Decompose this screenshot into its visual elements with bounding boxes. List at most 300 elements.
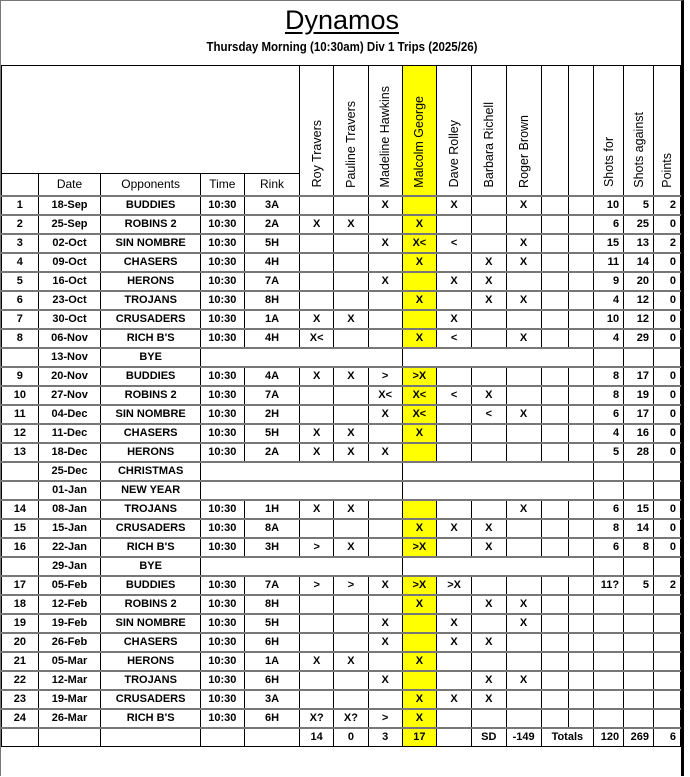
shots-for-cell[interactable]: 4 [594, 329, 624, 348]
shots-against-cell[interactable] [624, 690, 654, 709]
rink-cell[interactable]: 3A [244, 690, 300, 709]
player-cell[interactable] [541, 690, 569, 709]
player-cell[interactable]: X [437, 196, 472, 215]
player-cell[interactable]: X [506, 196, 541, 215]
player-cell[interactable] [541, 500, 569, 519]
player-cell[interactable] [334, 405, 369, 424]
date-cell[interactable]: 26-Mar [38, 709, 101, 728]
player-cell[interactable] [541, 633, 569, 652]
player-cell[interactable] [471, 652, 506, 671]
row-number-cell[interactable]: 21 [2, 652, 39, 671]
rink-cell[interactable]: 8H [244, 291, 300, 310]
player-cell[interactable] [541, 234, 569, 253]
player-cell[interactable] [541, 671, 569, 690]
player-cell[interactable]: X [471, 671, 506, 690]
player-cell[interactable] [541, 291, 569, 310]
player-cell[interactable] [569, 595, 594, 614]
date-header[interactable]: Date [38, 174, 101, 196]
player-cell[interactable] [569, 386, 594, 405]
player-cell[interactable]: X [437, 272, 472, 291]
player-cell[interactable] [541, 405, 569, 424]
date-cell[interactable]: 04-Dec [38, 405, 101, 424]
player-cell[interactable]: X [471, 538, 506, 557]
rink-cell[interactable]: 7A [244, 272, 300, 291]
player-cell[interactable] [569, 253, 594, 272]
player-cell-highlighted[interactable]: X< [402, 405, 437, 424]
opponent-cell[interactable]: NEW YEAR [101, 481, 201, 500]
row-number-cell[interactable]: 8 [2, 329, 39, 348]
player-cell[interactable] [541, 595, 569, 614]
player-cell[interactable] [569, 291, 594, 310]
player-cell-highlighted[interactable] [402, 671, 437, 690]
player-cell[interactable] [437, 652, 472, 671]
player-cell-highlighted[interactable]: >X [402, 538, 437, 557]
player-header-highlighted[interactable]: Malcolm George [402, 66, 437, 196]
shots-against-cell[interactable] [624, 709, 654, 728]
player-cell[interactable] [471, 443, 506, 462]
shots-against-cell[interactable]: 28 [624, 443, 654, 462]
date-cell[interactable]: 06-Nov [38, 329, 101, 348]
shots-against-cell[interactable]: 14 [624, 519, 654, 538]
opponent-cell[interactable]: CRUSADERS [101, 310, 201, 329]
points-cell[interactable] [654, 348, 681, 367]
player-cell[interactable]: X [368, 196, 402, 215]
player-cell[interactable] [569, 234, 594, 253]
bye-blank-cell[interactable] [200, 557, 402, 576]
date-cell[interactable]: 30-Oct [38, 310, 101, 329]
date-cell[interactable]: 18-Dec [38, 443, 101, 462]
shots-for-header[interactable]: Shots for [594, 66, 624, 196]
opponent-cell[interactable]: CHASERS [101, 424, 201, 443]
row-number-cell[interactable]: 22 [2, 671, 39, 690]
date-cell[interactable]: 23-Oct [38, 291, 101, 310]
player-cell[interactable]: X [334, 310, 369, 329]
player-header[interactable]: Pauline Travers [334, 66, 369, 196]
rink-cell[interactable]: 4H [244, 329, 300, 348]
player-cell[interactable]: X [471, 633, 506, 652]
rink-cell[interactable]: 1A [244, 310, 300, 329]
player-cell[interactable] [541, 310, 569, 329]
date-cell[interactable]: 19-Mar [38, 690, 101, 709]
player-cell[interactable] [541, 538, 569, 557]
player-cell[interactable]: < [437, 234, 472, 253]
player-cell-highlighted[interactable]: X [402, 329, 437, 348]
date-cell[interactable]: 05-Feb [38, 576, 101, 595]
time-cell[interactable]: 10:30 [200, 196, 244, 215]
player-cell-highlighted[interactable]: X [402, 595, 437, 614]
player-cell[interactable] [334, 690, 369, 709]
player-cell-highlighted[interactable]: X [402, 215, 437, 234]
points-cell[interactable]: 0 [654, 500, 681, 519]
shots-for-cell[interactable]: 8 [594, 386, 624, 405]
player-cell[interactable] [437, 500, 472, 519]
time-cell[interactable]: 10:30 [200, 386, 244, 405]
player-cell[interactable] [437, 443, 472, 462]
player-cell[interactable]: X [471, 595, 506, 614]
player-cell[interactable]: X [368, 671, 402, 690]
player-cell[interactable]: X [437, 690, 472, 709]
player-cell[interactable] [569, 614, 594, 633]
shots-for-cell[interactable]: 4 [594, 424, 624, 443]
player-cell[interactable] [541, 386, 569, 405]
rink-cell[interactable]: 6H [244, 633, 300, 652]
player-cell[interactable] [368, 538, 402, 557]
date-cell[interactable]: 18-Sep [38, 196, 101, 215]
time-cell[interactable]: 10:30 [200, 272, 244, 291]
player-cell[interactable]: X [506, 595, 541, 614]
rink-header[interactable]: Rink [244, 174, 300, 196]
player-cell[interactable]: X? [334, 709, 369, 728]
shots-for-cell[interactable] [594, 595, 624, 614]
player-cell[interactable] [437, 424, 472, 443]
shots-for-cell[interactable] [594, 481, 624, 500]
player-cell-highlighted[interactable]: X [402, 291, 437, 310]
player-cell[interactable]: X [506, 500, 541, 519]
player-cell[interactable] [569, 196, 594, 215]
player-cell[interactable] [471, 329, 506, 348]
row-number-cell[interactable]: 20 [2, 633, 39, 652]
points-cell[interactable] [654, 652, 681, 671]
player-cell[interactable] [471, 196, 506, 215]
player-cell[interactable]: X [471, 519, 506, 538]
opponent-cell[interactable]: RICH B'S [101, 538, 201, 557]
row-number-cell[interactable]: 7 [2, 310, 39, 329]
time-cell[interactable]: 10:30 [200, 234, 244, 253]
time-cell[interactable]: 10:30 [200, 633, 244, 652]
player-cell[interactable] [368, 253, 402, 272]
points-cell[interactable]: 0 [654, 386, 681, 405]
player-cell[interactable]: X [437, 614, 472, 633]
player-cell[interactable] [300, 671, 334, 690]
time-cell[interactable]: 10:30 [200, 519, 244, 538]
player-cell[interactable] [471, 500, 506, 519]
player-cell[interactable] [541, 709, 569, 728]
player-cell[interactable]: X [368, 234, 402, 253]
time-cell[interactable]: 10:30 [200, 538, 244, 557]
player-cell-highlighted[interactable] [402, 614, 437, 633]
row-number-cell[interactable] [2, 462, 39, 481]
time-cell[interactable]: 10:30 [200, 253, 244, 272]
row-number-cell[interactable]: 5 [2, 272, 39, 291]
opponent-cell[interactable]: ROBINS 2 [101, 386, 201, 405]
rink-cell[interactable]: 3H [244, 538, 300, 557]
player-cell[interactable]: X [368, 633, 402, 652]
opponent-cell[interactable]: TROJANS [101, 500, 201, 519]
shots-against-cell[interactable]: 5 [624, 576, 654, 595]
player-cell[interactable] [300, 633, 334, 652]
date-cell[interactable]: 11-Dec [38, 424, 101, 443]
rink-cell[interactable]: 3A [244, 196, 300, 215]
shots-for-cell[interactable]: 15 [594, 234, 624, 253]
points-header[interactable]: Points [654, 66, 681, 196]
player-cell[interactable]: > [334, 576, 369, 595]
player-cell[interactable] [569, 329, 594, 348]
player-cell[interactable] [471, 576, 506, 595]
player-cell[interactable] [506, 709, 541, 728]
opponent-cell[interactable]: SIN NOMBRE [101, 614, 201, 633]
time-cell[interactable]: 10:30 [200, 671, 244, 690]
row-number-cell[interactable]: 19 [2, 614, 39, 633]
rink-cell[interactable]: 7A [244, 386, 300, 405]
player-cell[interactable]: X [300, 367, 334, 386]
player-header[interactable]: Madeline Hawkins [368, 66, 402, 196]
player-cell[interactable]: X [368, 272, 402, 291]
rink-cell[interactable]: 2H [244, 405, 300, 424]
player-cell[interactable] [541, 215, 569, 234]
shots-against-cell[interactable]: 20 [624, 272, 654, 291]
rink-cell[interactable]: 5H [244, 234, 300, 253]
opponent-cell[interactable]: HERONS [101, 272, 201, 291]
shots-for-cell[interactable]: 5 [594, 443, 624, 462]
player-cell[interactable] [437, 671, 472, 690]
shots-against-cell[interactable] [624, 652, 654, 671]
opponent-cell[interactable]: CHRISTMAS [101, 462, 201, 481]
player-cell[interactable]: X [506, 405, 541, 424]
player-cell[interactable] [334, 272, 369, 291]
player-cell[interactable] [300, 614, 334, 633]
player-cell[interactable] [541, 424, 569, 443]
player-cell[interactable] [368, 690, 402, 709]
player-cell[interactable] [368, 215, 402, 234]
player-cell-highlighted[interactable] [402, 272, 437, 291]
rink-cell[interactable]: 5H [244, 424, 300, 443]
player-cell[interactable]: X [506, 253, 541, 272]
shots-against-header[interactable]: Shots against [624, 66, 654, 196]
player-cell[interactable] [541, 367, 569, 386]
time-cell[interactable]: 10:30 [200, 500, 244, 519]
player-cell[interactable]: X [437, 310, 472, 329]
player-cell[interactable]: < [437, 386, 472, 405]
player-cell[interactable]: X [471, 386, 506, 405]
player-cell-highlighted[interactable]: X [402, 519, 437, 538]
time-cell[interactable]: 10:30 [200, 576, 244, 595]
player-cell[interactable] [506, 519, 541, 538]
rink-cell[interactable]: 4A [244, 367, 300, 386]
shots-against-cell[interactable]: 17 [624, 367, 654, 386]
opponent-cell[interactable]: TROJANS [101, 291, 201, 310]
player-header-empty[interactable] [541, 66, 569, 196]
player-cell-highlighted[interactable]: X [402, 253, 437, 272]
player-cell[interactable] [334, 291, 369, 310]
player-cell[interactable] [569, 367, 594, 386]
player-cell[interactable] [569, 671, 594, 690]
player-cell[interactable] [506, 367, 541, 386]
time-cell[interactable]: 10:30 [200, 405, 244, 424]
player-cell[interactable] [334, 196, 369, 215]
shots-against-cell[interactable]: 5 [624, 196, 654, 215]
player-cell[interactable] [569, 405, 594, 424]
player-cell[interactable] [437, 291, 472, 310]
shots-for-cell[interactable]: 9 [594, 272, 624, 291]
player-total[interactable]: 14 [300, 728, 334, 747]
player-cell[interactable]: X [471, 690, 506, 709]
points-cell[interactable]: 0 [654, 519, 681, 538]
player-cell[interactable]: >X [437, 576, 472, 595]
time-cell[interactable]: 10:30 [200, 614, 244, 633]
player-cell[interactable] [541, 652, 569, 671]
time-cell[interactable]: 10:30 [200, 709, 244, 728]
player-cell[interactable]: X [334, 538, 369, 557]
player-cell[interactable] [506, 690, 541, 709]
player-cell[interactable] [368, 500, 402, 519]
opponent-cell[interactable]: CHASERS [101, 253, 201, 272]
player-cell[interactable] [506, 576, 541, 595]
player-cell[interactable]: < [471, 405, 506, 424]
shots-against-cell[interactable] [624, 481, 654, 500]
player-cell[interactable]: > [300, 576, 334, 595]
date-cell[interactable]: 13-Nov [38, 348, 101, 367]
row-number-cell[interactable]: 11 [2, 405, 39, 424]
player-cell[interactable] [541, 272, 569, 291]
time-cell[interactable]: 10:30 [200, 690, 244, 709]
totals-blank-cell[interactable] [38, 728, 101, 747]
shots-for-cell[interactable]: 6 [594, 538, 624, 557]
player-cell-highlighted[interactable]: X< [402, 386, 437, 405]
time-cell[interactable]: 10:30 [200, 291, 244, 310]
player-cell[interactable]: > [368, 367, 402, 386]
row-number-cell[interactable] [2, 348, 39, 367]
player-cell[interactable] [569, 443, 594, 462]
player-cell[interactable]: X [368, 614, 402, 633]
opponent-cell[interactable]: BYE [101, 348, 201, 367]
row-number-cell[interactable]: 24 [2, 709, 39, 728]
player-cell[interactable] [471, 424, 506, 443]
player-total[interactable]: 3 [368, 728, 402, 747]
time-cell[interactable]: 10:30 [200, 652, 244, 671]
opponent-cell[interactable]: ROBINS 2 [101, 215, 201, 234]
shots-for-cell[interactable] [594, 348, 624, 367]
rink-cell[interactable]: 1A [244, 652, 300, 671]
shots-against-cell[interactable]: 14 [624, 253, 654, 272]
shots-for-cell[interactable]: 11 [594, 253, 624, 272]
player-cell[interactable] [471, 709, 506, 728]
player-cell-highlighted[interactable]: X [402, 690, 437, 709]
player-cell[interactable] [300, 690, 334, 709]
shots-for-cell[interactable] [594, 690, 624, 709]
player-cell-highlighted[interactable] [402, 443, 437, 462]
points-cell[interactable] [654, 462, 681, 481]
player-cell[interactable] [569, 424, 594, 443]
shots-against-cell[interactable]: 17 [624, 405, 654, 424]
player-cell[interactable] [437, 709, 472, 728]
points-cell[interactable]: 0 [654, 272, 681, 291]
time-cell[interactable]: 10:30 [200, 443, 244, 462]
row-number-cell[interactable]: 12 [2, 424, 39, 443]
points-cell[interactable]: 2 [654, 576, 681, 595]
row-number-cell[interactable]: 15 [2, 519, 39, 538]
date-cell[interactable]: 25-Dec [38, 462, 101, 481]
time-cell[interactable]: 10:30 [200, 424, 244, 443]
player-cell[interactable] [437, 367, 472, 386]
date-cell[interactable]: 27-Nov [38, 386, 101, 405]
date-cell[interactable]: 15-Jan [38, 519, 101, 538]
player-cell[interactable] [368, 310, 402, 329]
totals-blank-cell[interactable] [2, 728, 39, 747]
bye-blank-cell[interactable] [200, 348, 402, 367]
player-cell[interactable] [541, 443, 569, 462]
player-cell[interactable] [569, 690, 594, 709]
opponent-cell[interactable]: SIN NOMBRE [101, 405, 201, 424]
opponent-cell[interactable]: BYE [101, 557, 201, 576]
rink-cell[interactable]: 5H [244, 614, 300, 633]
player-cell[interactable] [334, 234, 369, 253]
shots-for-cell[interactable]: 11? [594, 576, 624, 595]
shots-for-cell[interactable] [594, 462, 624, 481]
player-cell[interactable]: X [334, 367, 369, 386]
shots-for-cell[interactable]: 8 [594, 367, 624, 386]
player-cell-highlighted[interactable] [402, 310, 437, 329]
player-cell[interactable] [300, 234, 334, 253]
player-cell[interactable]: X [300, 424, 334, 443]
shots-against-cell[interactable] [624, 348, 654, 367]
player-cell[interactable] [541, 196, 569, 215]
holiday-blank-cell[interactable] [402, 462, 594, 481]
player-cell[interactable]: X [334, 652, 369, 671]
player-cell[interactable] [569, 652, 594, 671]
player-total-highlighted[interactable]: 17 [402, 728, 437, 747]
points-cell[interactable]: 0 [654, 215, 681, 234]
player-cell[interactable] [300, 519, 334, 538]
player-cell[interactable]: X [368, 443, 402, 462]
opponent-cell[interactable]: TROJANS [101, 671, 201, 690]
player-cell[interactable]: X? [300, 709, 334, 728]
time-cell[interactable]: 10:30 [200, 329, 244, 348]
shots-for-cell[interactable]: 10 [594, 196, 624, 215]
player-cell[interactable] [437, 215, 472, 234]
points-cell[interactable]: 0 [654, 310, 681, 329]
date-cell[interactable]: 16-Oct [38, 272, 101, 291]
player-cell[interactable] [506, 386, 541, 405]
player-cell[interactable] [437, 253, 472, 272]
player-cell[interactable] [506, 310, 541, 329]
player-cell[interactable]: X [506, 291, 541, 310]
rink-cell[interactable]: 4H [244, 253, 300, 272]
row-number-cell[interactable] [2, 557, 39, 576]
player-cell[interactable] [334, 633, 369, 652]
player-header-empty[interactable] [569, 66, 594, 196]
shots-against-cell[interactable] [624, 557, 654, 576]
player-cell[interactable] [300, 386, 334, 405]
shots-against-cell[interactable] [624, 633, 654, 652]
row-number-cell[interactable]: 6 [2, 291, 39, 310]
rink-cell[interactable]: 1H [244, 500, 300, 519]
player-cell[interactable] [506, 633, 541, 652]
player-cell-highlighted[interactable]: >X [402, 576, 437, 595]
player-cell[interactable]: X [437, 633, 472, 652]
points-cell[interactable]: 0 [654, 291, 681, 310]
opponent-cell[interactable]: RICH B'S [101, 329, 201, 348]
player-cell[interactable]: X [506, 614, 541, 633]
player-cell[interactable]: X [506, 671, 541, 690]
player-cell[interactable]: X [471, 291, 506, 310]
player-cell[interactable] [541, 576, 569, 595]
player-cell[interactable] [569, 538, 594, 557]
player-cell[interactable]: X [334, 500, 369, 519]
player-cell[interactable] [541, 614, 569, 633]
points-cell[interactable]: 0 [654, 405, 681, 424]
player-cell[interactable] [437, 538, 472, 557]
player-cell[interactable] [437, 405, 472, 424]
shots-for-cell[interactable] [594, 557, 624, 576]
row-number-cell[interactable]: 3 [2, 234, 39, 253]
player-cell[interactable]: X [300, 443, 334, 462]
date-cell[interactable]: 29-Jan [38, 557, 101, 576]
shots-against-cell[interactable]: 16 [624, 424, 654, 443]
points-cell[interactable] [654, 709, 681, 728]
totals-blank-cell[interactable] [101, 728, 201, 747]
shots-against-cell[interactable]: 25 [624, 215, 654, 234]
row-number-cell[interactable] [2, 481, 39, 500]
